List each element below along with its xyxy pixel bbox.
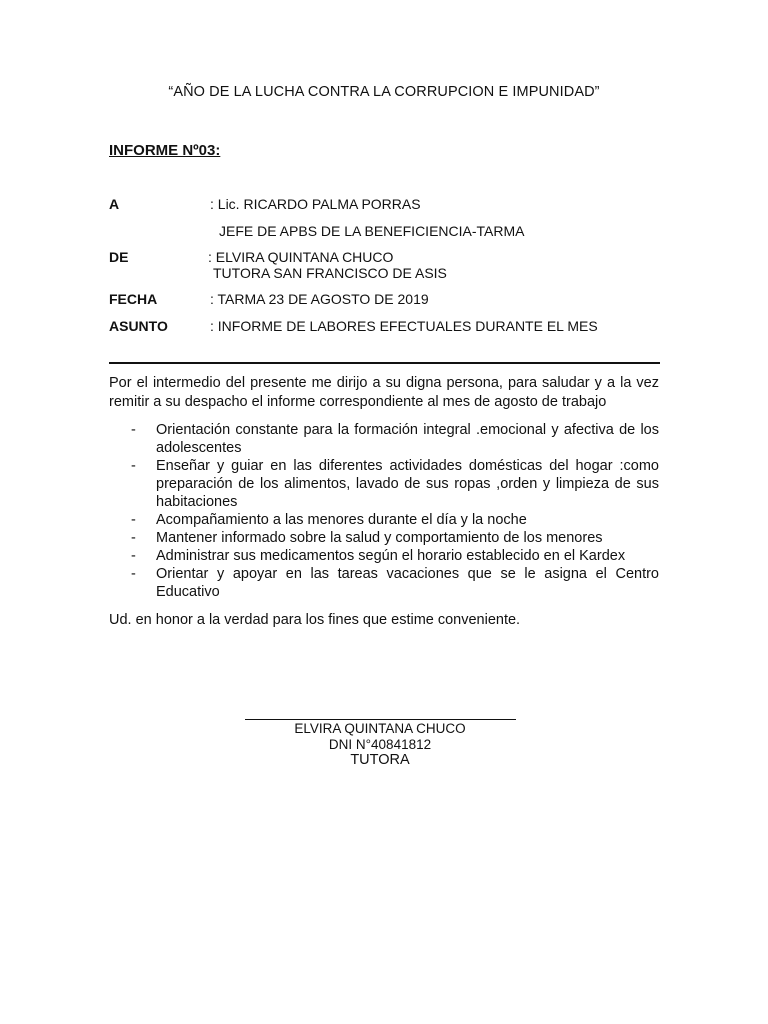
bullet-dash: - — [131, 458, 136, 474]
task-text: Orientación constante para la formación integral .emocional y afectiva de los adolescentes — [156, 422, 659, 456]
list-item — [109, 511, 659, 529]
task-text: Administrar sus medicamentos según el horario establecido en el Kardex — [156, 548, 626, 564]
field-value-asunto: : INFORME DE LABORES EFECTUALES DURANTE EL MES — [210, 318, 598, 334]
header-divider — [109, 362, 660, 364]
signature-role: TUTORA — [350, 752, 410, 768]
list-item — [109, 421, 659, 457]
signature-dni: DNI N°40841812 — [328, 737, 432, 752]
field-label-a: A — [109, 196, 120, 212]
field-value-de: : ELVIRA QUINTANA CHUCO — [208, 249, 394, 265]
task-text: Acompañamiento a las menores durante el día y la noche — [156, 512, 527, 528]
task-text: Enseñar y guiar en las diferentes actividades domésticas del hogar :como preparación de los alimentos, lavado de sus ropas ,orden y limpieza de sus habitaciones — [156, 458, 659, 510]
field-value-a: : Lic. RICARDO PALMA PORRAS — [210, 196, 421, 212]
closing-text: Ud. en honor a la verdad para los fines que estime conveniente. — [109, 612, 521, 628]
intro-text: Por el intermedio del presente me dirijo a su digna persona, para saludar y a la vez remitir a su despacho el informe correspondiente al mes de agosto de trabajo — [109, 375, 659, 410]
list-item — [109, 457, 659, 511]
list-item — [109, 565, 659, 601]
bullet-dash: - — [131, 548, 136, 564]
field-value-de-line2: TUTORA SAN FRANCISCO DE ASIS — [213, 265, 447, 281]
list-item — [109, 529, 659, 547]
report-title: INFORME Nº03: — [109, 142, 221, 159]
intro-paragraph — [109, 374, 659, 412]
bullet-dash: - — [131, 530, 136, 546]
document-motto: “AÑO DE LA LUCHA CONTRA LA CORRUPCION E IMPUNIDAD” — [168, 84, 600, 100]
bullet-dash: - — [131, 512, 136, 528]
bullet-dash: - — [131, 566, 136, 582]
field-label-fecha: FECHA — [109, 291, 158, 307]
field-value-fecha: : TARMA 23 DE AGOSTO DE 2019 — [210, 291, 429, 307]
field-value-a-line2: JEFE DE APBS DE LA BENEFICIENCIA-TARMA — [219, 223, 525, 239]
signature-name: ELVIRA QUINTANA CHUCO — [294, 721, 466, 736]
field-label-asunto: ASUNTO — [109, 318, 168, 334]
signature-line — [245, 719, 516, 720]
task-list — [109, 421, 659, 601]
field-label-de: DE — [109, 249, 129, 265]
task-text: Orientar y apoyar en las tareas vacaciones que se le asigna el Centro Educativo — [156, 566, 659, 600]
list-item — [109, 547, 659, 565]
task-text: Mantener informado sobre la salud y comportamiento de los menores — [156, 530, 603, 546]
bullet-dash: - — [131, 422, 136, 438]
